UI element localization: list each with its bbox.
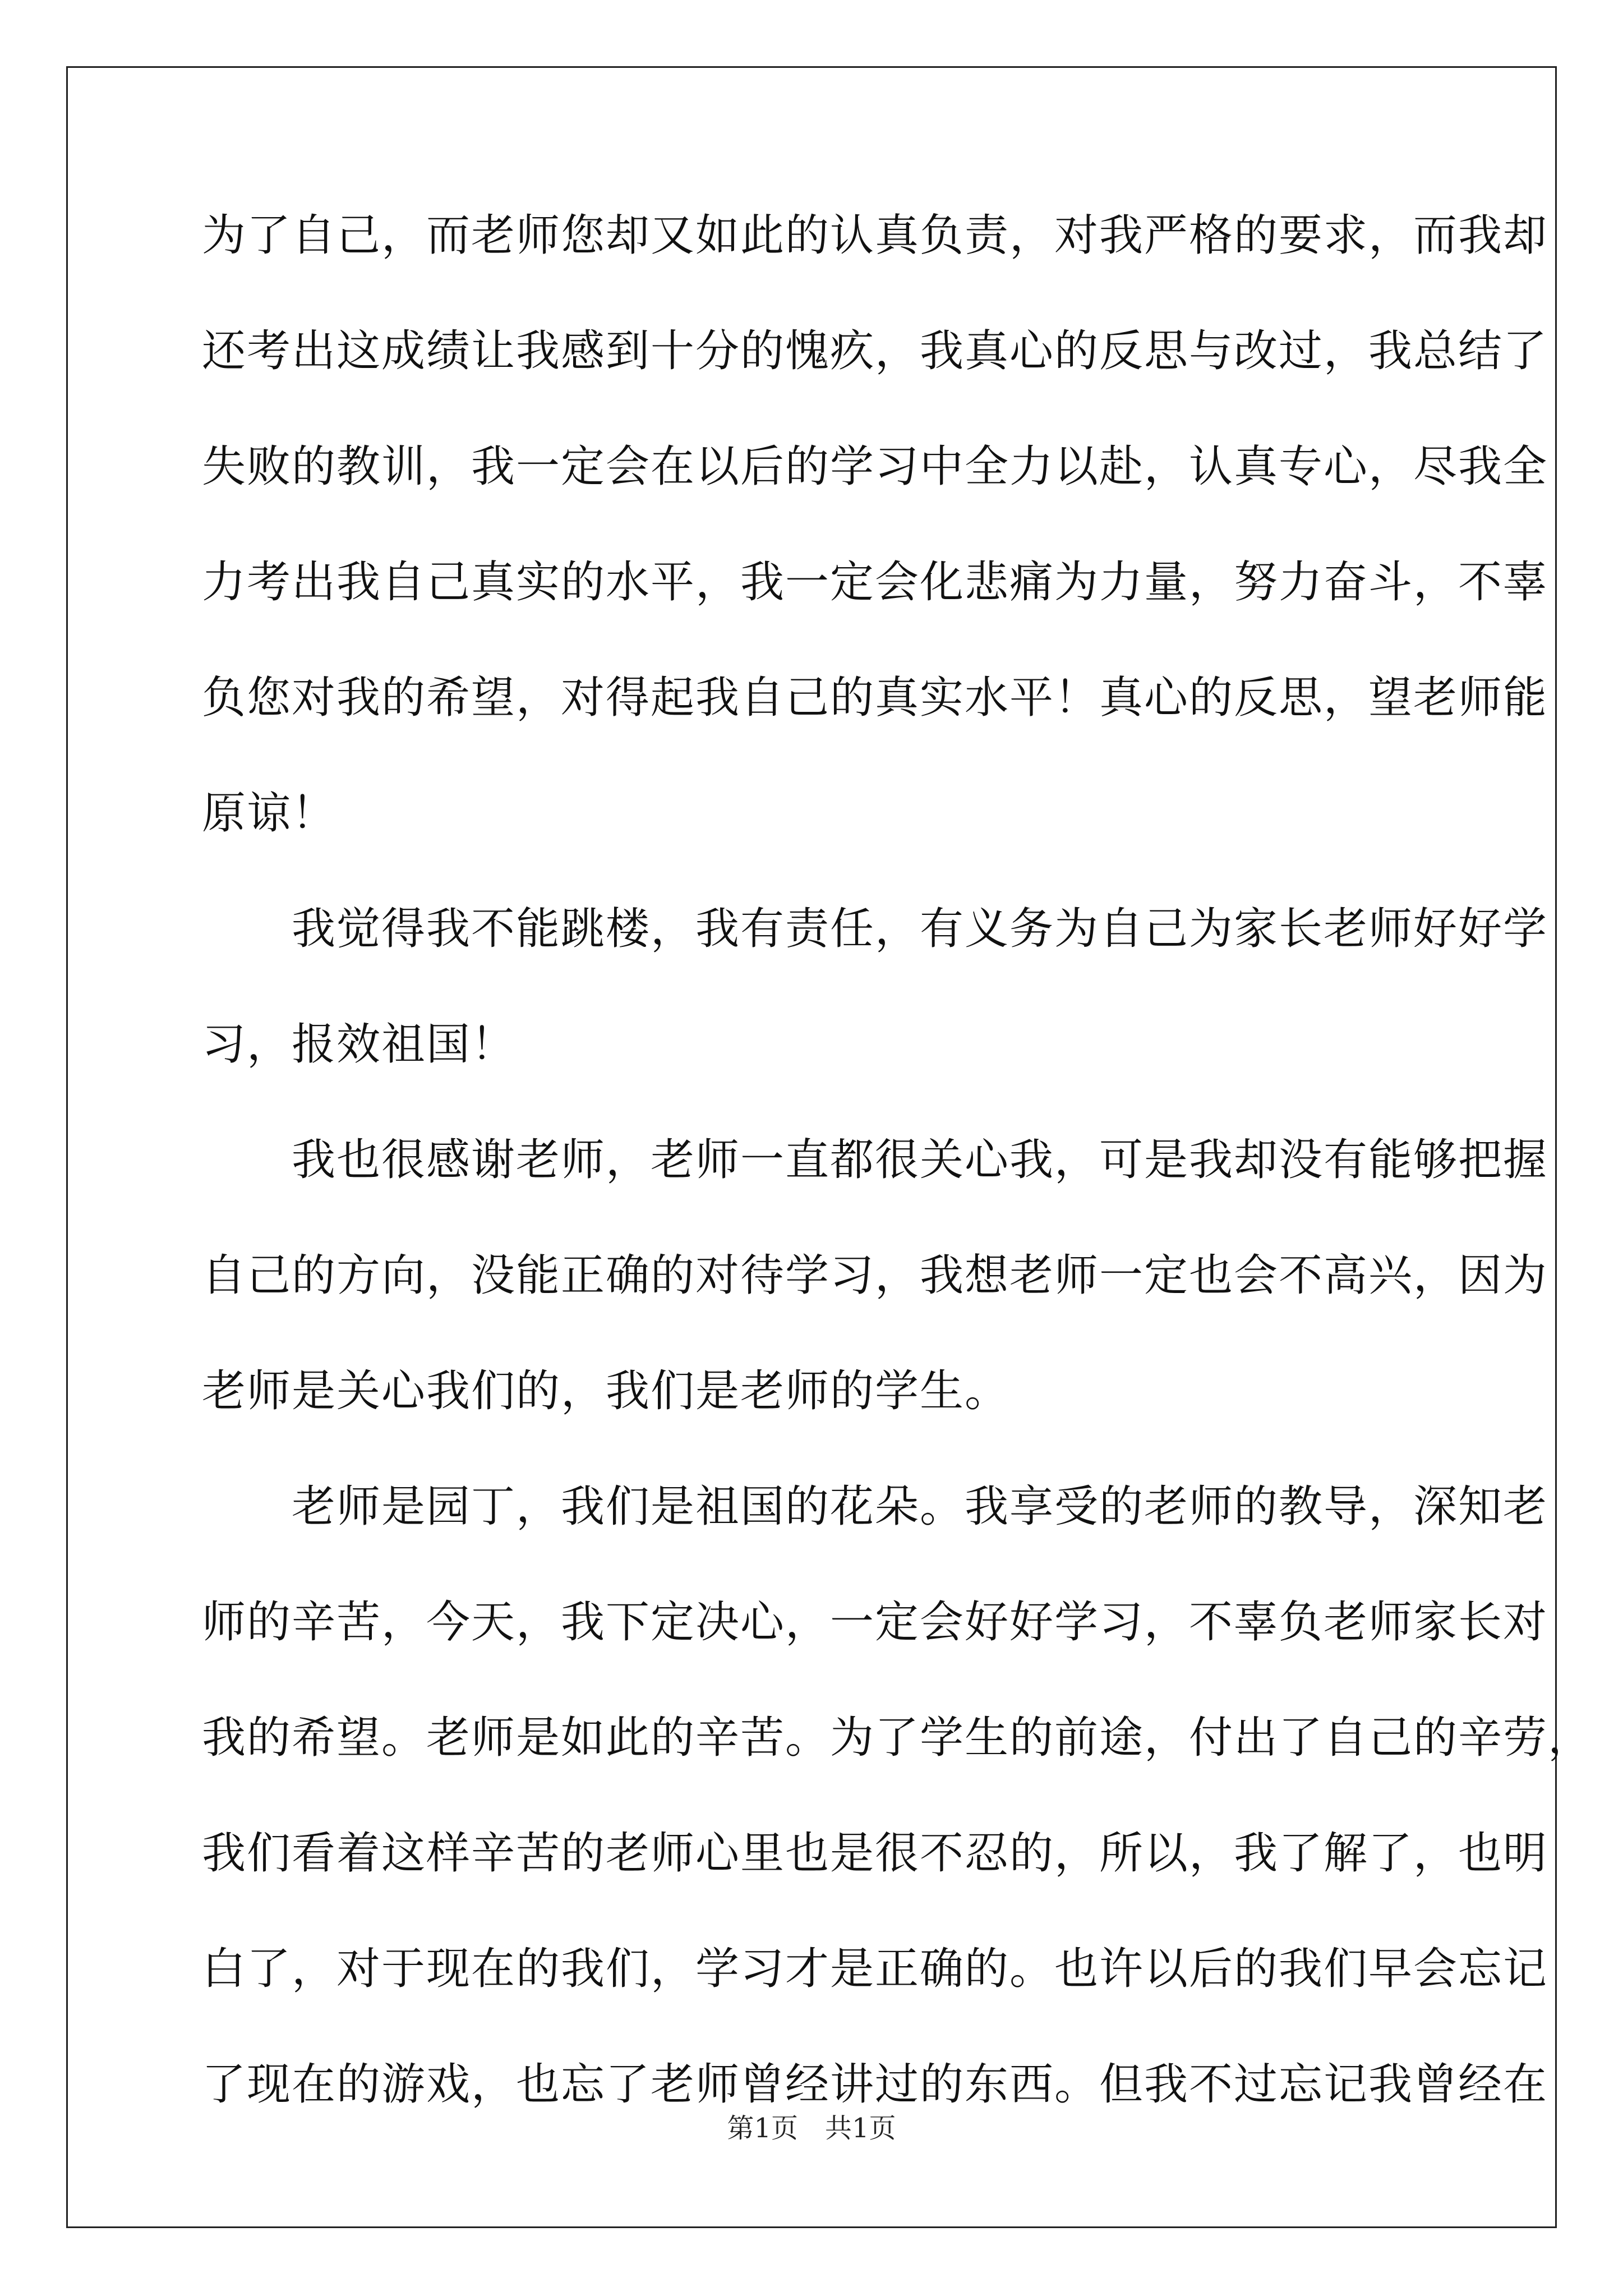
text-line: 我觉得我不能跳楼，我有责任，有义务为自己为家长老师好好学 bbox=[202, 904, 1548, 954]
text-line: 我也很感谢老师，老师一直都很关心我，可是我却没有能够把握 bbox=[202, 1135, 1548, 1185]
text-line: 原谅！ bbox=[202, 788, 337, 839]
text-line: 了现在的游戏，也忘了老师曾经讲过的东西。但我不过忘记我曾经在 bbox=[202, 2059, 1548, 2110]
text-line: 老师是关心我们的，我们是老师的学生。 bbox=[202, 1366, 1010, 1416]
text-line: 还考出这成绩让我感到十分的愧疚，我真心的反思与改过，我总结了 bbox=[202, 326, 1548, 376]
text-line: 白了，对于现在的我们，学习才是正确的。也许以后的我们早会忘记 bbox=[202, 1944, 1548, 1994]
text-line: 习，报效祖国！ bbox=[202, 1019, 517, 1070]
text-line: 我的希望。老师是如此的辛苦。为了学生的前途，付出了自己的辛劳， bbox=[202, 1713, 1593, 1763]
text-line: 师的辛苦，今天，我下定决心，一定会好好学习，不辜负老师家长对 bbox=[202, 1597, 1548, 1648]
text-line: 我们看着这样辛苦的老师心里也是很不忍的，所以，我了解了，也明 bbox=[202, 1828, 1548, 1879]
text-line: 为了自己，而老师您却又如此的认真负责，对我严格的要求，而我却 bbox=[202, 210, 1548, 261]
text-line: 老师是园丁，我们是祖国的花朵。我享受的老师的教导，深知老 bbox=[202, 1481, 1548, 1532]
document-body bbox=[202, 208, 1593, 2172]
text-line: 力考出我自己真实的水平，我一定会化悲痛为力量，努力奋斗，不辜 bbox=[202, 557, 1548, 608]
text-line: 失败的教训，我一定会在以后的学习中全力以赴，认真专心，尽我全 bbox=[202, 441, 1548, 492]
text-line: 自己的方向，没能正确的对待学习，我想老师一定也会不高兴，因为 bbox=[202, 1250, 1548, 1301]
page-number-footer: 第1页 共1页 bbox=[727, 2113, 896, 2144]
text-line: 负您对我的希望，对得起我自己的真实水平！真心的反思，望老师能 bbox=[202, 673, 1548, 723]
